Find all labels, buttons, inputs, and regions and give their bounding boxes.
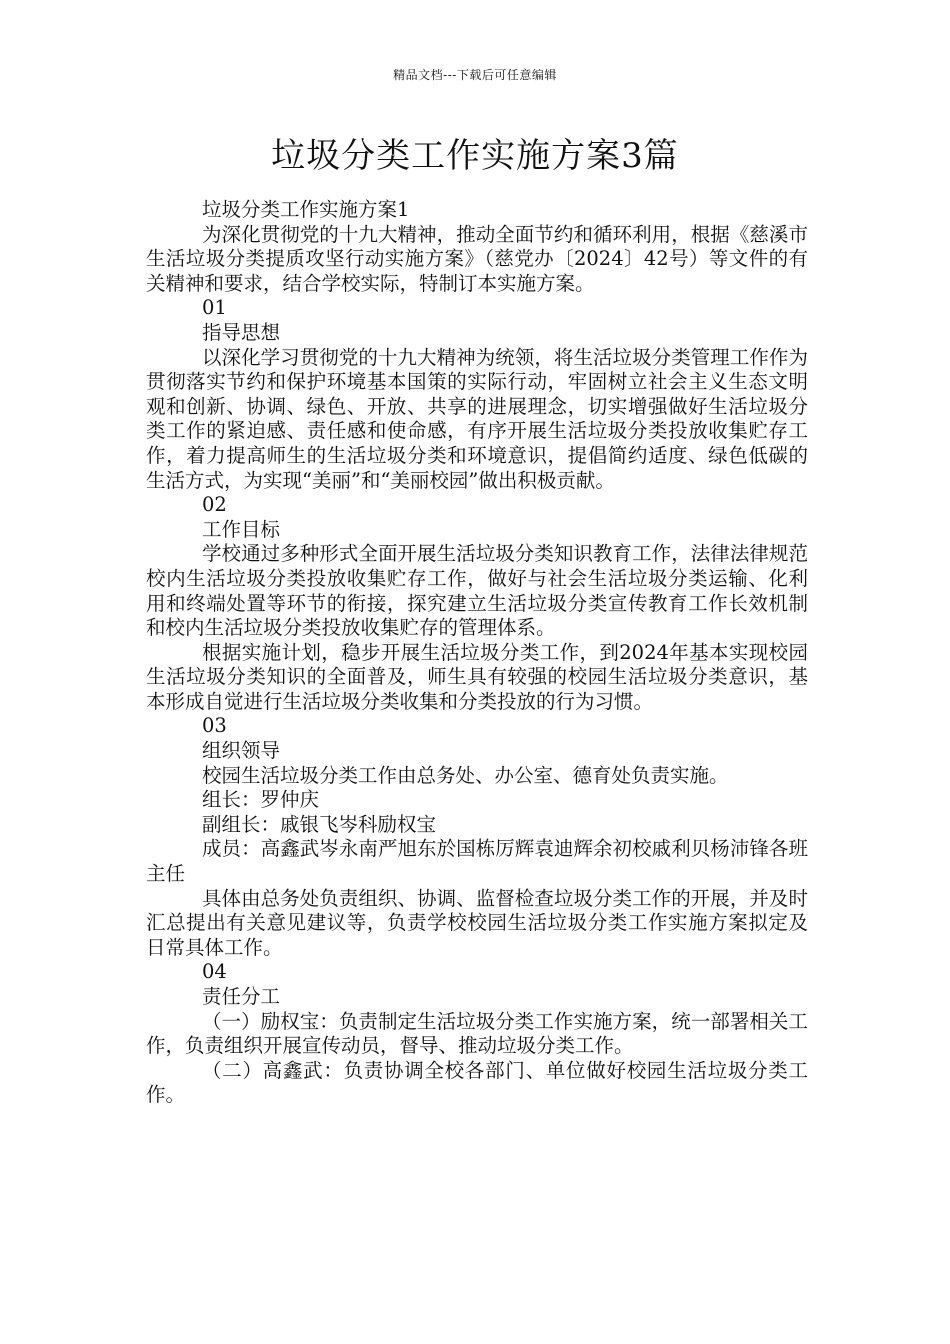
section-heading: 工作目标	[202, 517, 281, 541]
section-heading: 组织领导	[202, 739, 281, 763]
section-title: 垃圾分类工作实施方案1	[202, 198, 410, 221]
section-number: 03	[202, 714, 227, 738]
paragraph: 以深化学习贯彻党的十九大精神为统领，将生活垃圾分类管理工作作为贯彻落实节约和保护环境基本国策的实际行动，牢固树立社会主义生态文明观和创新、协调、绿色、开放、共享的进展理念，切实增强做好生活垃圾分类工作的紧迫感、责任感和使命感，有序开展生活垃圾分类投放收集贮存工作，着力提高师生的生活垃圾分类和环境意识，提倡简约适度、绿色低碳的生活方式，为实现“美丽”和“美丽校园”做出积极贡献。	[146, 345, 808, 492]
page-header: 精品文档---下载后可任意编辑	[393, 68, 557, 82]
paragraph: 学校通过多种形式全面开展生活垃圾分类知识教育工作，法律法律规范校内生活垃圾分类投放收集贮存工作，做好与社会生活垃圾分类运输、化利用和终端处置等环节的衔接，探究建立生活垃圾分类宣传教育工作长效机制和校内生活垃圾分类投放收集贮存的管理体系。	[146, 542, 808, 640]
paragraph: （一）励权宝：负责制定生活垃圾分类工作实施方案，统一部署相关工作，负责组织开展宣传动员，督导、推动垃圾分类工作。	[146, 1009, 808, 1058]
paragraph: （二）高鑫武：负责协调全校各部门、单位做好校园生活垃圾分类工作。	[146, 1058, 808, 1107]
paragraph: 具体由总务处负责组织、协调、监督检查垃圾分类工作的开展，并及时汇总提出有关意见建议等，负责学校校园生活垃圾分类工作实施方案拟定及日常具体工作。	[146, 886, 808, 959]
section-number: 01	[202, 296, 227, 320]
section-number: 04	[202, 960, 227, 984]
document-body	[146, 198, 808, 1108]
section-heading: 指导思想	[202, 320, 281, 344]
section-number: 02	[202, 493, 227, 517]
paragraph: 为深化贯彻党的十九大精神，推动全面节约和循环利用，根据《慈溪市生活垃圾分类提质攻坚行动实施方案》（慈党办〔2024〕42号）等文件的有关精神和要求，结合学校实际，特制订本实施方案。	[146, 222, 808, 295]
document-title: 垃圾分类工作实施方案3篇	[271, 136, 679, 176]
paragraph: 副组长：戚银飞岑科励权宝	[202, 812, 437, 836]
paragraph: 组长：罗仲庆	[202, 788, 320, 812]
paragraph: 校园生活垃圾分类工作由总务处、办公室、德育处负责实施。	[202, 763, 729, 787]
section-heading: 责任分工	[202, 985, 281, 1008]
paragraph: 成员：高鑫武岑永南严旭东於国栋厉辉袁迪辉余初校戚利贝杨沛锋各班主任	[146, 837, 808, 886]
paragraph: 根据实施计划，稳步开展生活垃圾分类工作，到2024年基本实现校园生活垃圾分类知识的全面普及，师生具有较强的校园生活垃圾分类意识，基本形成自觉进行生活垃圾分类收集和分类投放的行为习惯。	[146, 640, 808, 713]
